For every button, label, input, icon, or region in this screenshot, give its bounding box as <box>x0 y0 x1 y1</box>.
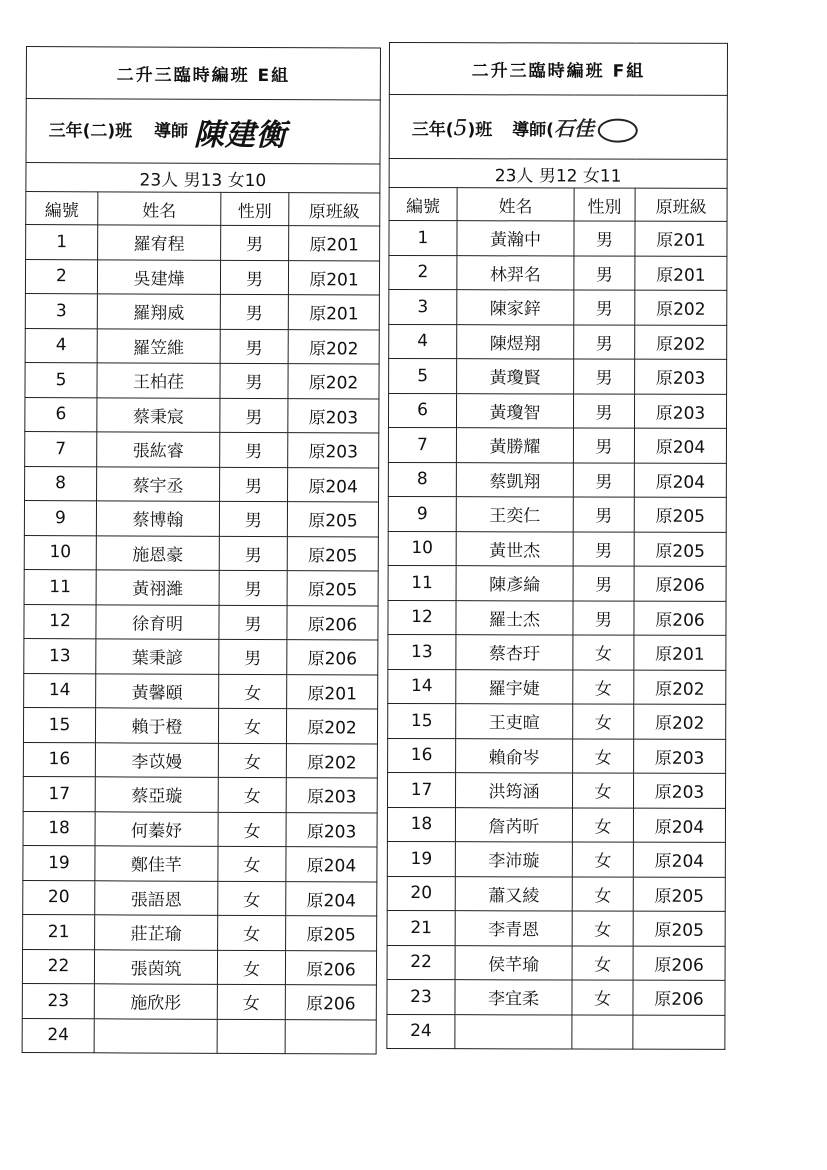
row-number: 24 <box>22 1018 94 1053</box>
table-row <box>24 673 378 709</box>
student-name: 施欣彤 <box>94 984 217 1019</box>
student-gender: 男 <box>573 497 634 532</box>
row-number: 24 <box>387 1014 455 1049</box>
row-number: 20 <box>387 876 455 911</box>
student-gender: 男 <box>221 225 289 260</box>
original-class: 原203 <box>633 773 725 808</box>
table-row <box>23 914 377 950</box>
student-name: 葉秉諺 <box>96 639 219 674</box>
student-gender: 男 <box>220 294 288 329</box>
original-class: 原206 <box>634 566 726 601</box>
row-number: 9 <box>388 496 456 531</box>
student-name: 蔡秉宸 <box>97 397 220 432</box>
table-row <box>387 807 725 842</box>
table-row <box>388 428 726 463</box>
teacher-label: 導師( <box>512 119 554 140</box>
row-number: 17 <box>387 772 455 807</box>
student-name: 羅士杰 <box>456 600 573 635</box>
student-name: 羅笠維 <box>97 328 220 363</box>
original-class: 原206 <box>633 946 725 981</box>
original-class: 原202 <box>635 290 727 325</box>
original-class: 原203 <box>288 398 379 433</box>
header-name: 姓名 <box>98 192 221 226</box>
original-class: 原205 <box>633 911 725 946</box>
row-number: 3 <box>389 290 457 325</box>
student-gender: 男 <box>219 501 287 536</box>
student-gender: 男 <box>219 570 287 605</box>
table-row <box>24 604 378 640</box>
original-class: 原205 <box>633 877 725 912</box>
student-name: 何蓁妤 <box>95 811 218 846</box>
header-original-class: 原班級 <box>635 188 727 221</box>
row-number: 16 <box>388 738 456 773</box>
class-teacher-row <box>389 95 727 160</box>
student-name: 李青恩 <box>455 911 572 946</box>
row-number: 20 <box>23 880 95 915</box>
header-original-class: 原班級 <box>289 193 380 226</box>
original-class: 原202 <box>635 325 727 360</box>
row-number: 17 <box>23 776 95 811</box>
student-name: 羅翔威 <box>97 294 220 329</box>
student-gender: 男 <box>574 359 635 394</box>
student-name: 吳建燁 <box>97 259 220 294</box>
table-row <box>388 634 726 669</box>
student-gender <box>217 1019 285 1054</box>
student-gender: 男 <box>574 255 635 290</box>
student-gender: 女 <box>218 777 286 812</box>
original-class: 原204 <box>288 467 379 502</box>
class-teacher-row <box>26 99 380 165</box>
student-name: 黃馨頤 <box>96 673 219 708</box>
table-row <box>25 328 379 364</box>
student-name: 李宜柔 <box>455 980 572 1015</box>
student-name: 林羿名 <box>457 255 574 290</box>
header-gender: 性別 <box>221 192 289 225</box>
student-gender: 女 <box>218 812 286 847</box>
row-number: 1 <box>26 225 98 260</box>
row-number: 2 <box>25 259 97 294</box>
roster-body-f <box>387 43 728 1050</box>
table-row <box>22 983 376 1019</box>
table-row <box>388 496 726 531</box>
table-row <box>22 1018 376 1054</box>
table-title: 二升三臨時編班 F組 <box>389 43 727 96</box>
original-class: 原201 <box>635 221 727 256</box>
student-name: 陳煜翔 <box>457 324 574 359</box>
original-class: 原205 <box>286 916 377 951</box>
table-row <box>24 535 378 571</box>
student-gender: 女 <box>217 950 285 985</box>
table-row <box>387 979 725 1014</box>
student-gender: 女 <box>217 984 285 1019</box>
row-number: 1 <box>389 221 457 256</box>
student-name: 詹芮昕 <box>455 807 572 842</box>
student-name: 黃勝耀 <box>456 428 573 463</box>
original-class: 原203 <box>286 812 377 847</box>
table-row <box>389 290 727 325</box>
header-row <box>26 192 380 227</box>
student-gender: 男 <box>219 639 287 674</box>
row-number: 4 <box>389 324 457 359</box>
row-number: 14 <box>388 669 456 704</box>
student-gender: 女 <box>218 881 286 916</box>
header-name: 姓名 <box>457 188 574 221</box>
original-class: 原205 <box>287 502 378 537</box>
student-name <box>94 1018 217 1053</box>
student-name: 施恩豪 <box>96 535 219 570</box>
student-name: 張茵筑 <box>94 949 217 984</box>
class-label-suffix: )班 <box>467 119 493 140</box>
student-gender: 女 <box>572 980 633 1015</box>
row-number: 16 <box>23 742 95 777</box>
student-gender: 男 <box>573 566 634 601</box>
row-number: 15 <box>23 707 95 742</box>
row-number: 12 <box>388 600 456 635</box>
class-label: 三年(二)班 <box>48 120 133 141</box>
original-class: 原205 <box>287 536 378 571</box>
row-number: 18 <box>387 807 455 842</box>
row-number: 11 <box>24 569 96 604</box>
student-gender: 女 <box>572 773 633 808</box>
student-gender: 男 <box>220 260 288 295</box>
original-class: 原204 <box>634 463 726 498</box>
original-class: 原205 <box>634 532 726 567</box>
original-class: 原206 <box>285 985 376 1020</box>
original-class: 原203 <box>635 359 727 394</box>
row-number: 3 <box>25 293 97 328</box>
table-row <box>23 845 377 881</box>
table-row <box>24 569 378 605</box>
student-name: 洪筠涵 <box>455 773 572 808</box>
student-name: 陳彥綸 <box>456 566 573 601</box>
roster-body-e <box>22 47 380 1055</box>
student-gender: 男 <box>220 467 288 502</box>
student-gender: 男 <box>573 428 634 463</box>
row-number: 8 <box>388 462 456 497</box>
original-class: 原201 <box>635 256 727 291</box>
student-name: 蔡博翰 <box>96 501 219 536</box>
row-number: 5 <box>389 359 457 394</box>
table-row <box>25 431 379 467</box>
roster-table-f <box>386 42 728 1050</box>
student-gender: 男 <box>574 221 635 256</box>
student-name: 張語恩 <box>95 880 218 915</box>
table-row <box>23 707 377 743</box>
table-row <box>25 259 379 295</box>
student-gender: 男 <box>573 600 634 635</box>
row-number: 19 <box>387 841 455 876</box>
row-number: 9 <box>24 500 96 535</box>
original-class: 原204 <box>286 881 377 916</box>
student-gender: 女 <box>573 635 634 670</box>
row-number: 6 <box>388 393 456 428</box>
original-class: 原202 <box>288 329 379 364</box>
table-row <box>388 738 726 773</box>
student-name: 王柏荏 <box>97 363 220 398</box>
original-class: 原203 <box>288 433 379 468</box>
table-row <box>389 255 727 290</box>
student-gender: 男 <box>574 324 635 359</box>
original-class: 原201 <box>287 674 378 709</box>
row-number: 14 <box>24 673 96 708</box>
table-row <box>387 876 725 911</box>
original-class: 原201 <box>289 226 380 261</box>
student-name: 李沛璇 <box>455 842 572 877</box>
table-row <box>22 949 376 985</box>
row-number: 6 <box>25 397 97 432</box>
table-row <box>387 910 725 945</box>
original-class: 原204 <box>633 808 725 843</box>
table-row <box>389 324 727 359</box>
teacher-signature: 陳建衡 <box>193 117 288 153</box>
student-gender: 女 <box>572 842 633 877</box>
student-gender: 男 <box>220 398 288 433</box>
student-name: 蔡凱翔 <box>456 462 573 497</box>
row-number: 11 <box>388 565 456 600</box>
student-name: 羅宇婕 <box>456 669 573 704</box>
original-class: 原205 <box>287 571 378 606</box>
student-gender: 男 <box>574 290 635 325</box>
original-class: 原206 <box>633 980 725 1015</box>
student-gender: 女 <box>572 876 633 911</box>
row-number: 7 <box>25 431 97 466</box>
row-number: 8 <box>25 466 97 501</box>
student-name: 張紘睿 <box>97 432 220 467</box>
header-row <box>389 188 727 222</box>
student-gender: 男 <box>219 605 287 640</box>
student-gender: 女 <box>219 674 287 709</box>
original-class: 原205 <box>634 497 726 532</box>
seal-circle-mark <box>598 118 638 142</box>
student-name: 賴俞岑 <box>456 738 573 773</box>
row-number: 21 <box>23 914 95 949</box>
table-row <box>23 742 377 778</box>
student-name <box>455 1014 572 1049</box>
row-number: 13 <box>388 634 456 669</box>
row-number: 10 <box>388 531 456 566</box>
original-class: 原202 <box>288 364 379 399</box>
student-gender: 男 <box>220 432 288 467</box>
original-class: 原203 <box>634 394 726 429</box>
original-class: 原202 <box>634 704 726 739</box>
row-number: 5 <box>25 362 97 397</box>
table-row <box>23 811 377 847</box>
teacher-label: 導師 <box>153 121 189 142</box>
student-count: 23人 男12 女11 <box>389 159 727 189</box>
student-name: 黃瓊智 <box>456 393 573 428</box>
table-row <box>23 880 377 916</box>
class-number-handwritten: 5 <box>453 115 468 141</box>
original-class: 原204 <box>286 847 377 882</box>
row-number: 23 <box>387 979 455 1014</box>
table-row <box>388 565 726 600</box>
row-number: 22 <box>387 945 455 980</box>
student-gender: 女 <box>218 915 286 950</box>
student-name: 鄭佳芊 <box>95 846 218 881</box>
roster-table-e <box>22 46 381 1055</box>
original-class: 原206 <box>634 601 726 636</box>
original-class: 原206 <box>285 950 376 985</box>
original-class: 原201 <box>288 295 379 330</box>
original-class: 原204 <box>633 842 725 877</box>
original-class: 原204 <box>634 428 726 463</box>
table-row <box>387 1014 725 1049</box>
table-row <box>25 466 379 502</box>
table-row <box>387 772 725 807</box>
student-name: 蔡杏玗 <box>456 635 573 670</box>
student-gender: 女 <box>218 708 286 743</box>
student-name: 徐育明 <box>96 604 219 639</box>
row-number: 4 <box>25 328 97 363</box>
row-number: 19 <box>23 845 95 880</box>
table-row <box>25 397 379 433</box>
student-gender: 女 <box>573 738 634 773</box>
row-number: 13 <box>24 638 96 673</box>
table-row <box>388 531 726 566</box>
class-label-prefix: 三年( <box>411 119 454 140</box>
original-class: 原202 <box>634 670 726 705</box>
header-number: 編號 <box>389 188 457 221</box>
original-class: 原203 <box>286 778 377 813</box>
original-class: 原206 <box>287 605 378 640</box>
student-gender <box>572 1014 633 1049</box>
student-name: 羅宥程 <box>98 225 221 260</box>
student-name: 賴于橙 <box>95 708 218 743</box>
student-name: 莊芷瑜 <box>95 915 218 950</box>
table-row <box>388 462 726 497</box>
row-number: 18 <box>23 811 95 846</box>
table-row <box>389 221 727 256</box>
table-row <box>387 945 725 980</box>
student-gender: 女 <box>218 743 286 778</box>
row-number: 10 <box>24 535 96 570</box>
student-name: 黃世杰 <box>456 531 573 566</box>
student-gender: 女 <box>218 846 286 881</box>
original-class: 原201 <box>634 635 726 670</box>
student-name: 李苡嫚 <box>95 742 218 777</box>
student-gender: 男 <box>573 462 634 497</box>
table-row <box>389 359 727 394</box>
table-row <box>24 638 378 674</box>
student-gender: 女 <box>572 911 633 946</box>
student-gender: 男 <box>220 363 288 398</box>
student-name: 蔡宇丞 <box>97 466 220 501</box>
row-number: 15 <box>388 703 456 738</box>
table-row <box>388 703 726 738</box>
student-gender: 女 <box>573 704 634 739</box>
row-number: 21 <box>387 910 455 945</box>
original-class <box>633 1015 725 1050</box>
header-number: 編號 <box>26 192 98 225</box>
student-name: 王吏暄 <box>456 704 573 739</box>
teacher-signature: 石佳 <box>553 115 594 141</box>
table-row <box>25 362 379 398</box>
original-class: 原202 <box>286 743 377 778</box>
original-class: 原206 <box>287 640 378 675</box>
row-number: 2 <box>389 255 457 290</box>
original-class: 原203 <box>634 739 726 774</box>
student-gender: 男 <box>573 531 634 566</box>
row-number: 22 <box>22 949 94 984</box>
original-class: 原202 <box>286 709 377 744</box>
student-name: 黃祤濰 <box>96 570 219 605</box>
student-name: 蔡亞璇 <box>95 777 218 812</box>
row-number: 12 <box>24 604 96 639</box>
student-gender: 女 <box>572 945 633 980</box>
original-class <box>285 1019 376 1054</box>
table-row <box>23 776 377 812</box>
student-name: 王奕仁 <box>456 497 573 532</box>
student-gender: 男 <box>220 329 288 364</box>
student-gender: 男 <box>219 536 287 571</box>
original-class: 原201 <box>288 260 379 295</box>
student-name: 黃瀚中 <box>457 221 574 256</box>
table-row <box>387 841 725 876</box>
student-gender: 女 <box>573 669 634 704</box>
student-name: 陳家鋅 <box>457 290 574 325</box>
table-row <box>388 393 726 428</box>
student-name: 蕭又綾 <box>455 876 572 911</box>
table-row <box>388 600 726 635</box>
row-number: 7 <box>388 428 456 463</box>
header-gender: 性別 <box>574 188 635 221</box>
student-gender: 男 <box>573 393 634 428</box>
student-count: 23人 男13 女10 <box>26 163 380 194</box>
table-row <box>24 500 378 536</box>
row-number: 23 <box>22 983 94 1018</box>
student-gender: 女 <box>572 807 633 842</box>
student-name: 黃瓊賢 <box>457 359 574 394</box>
table-row <box>25 293 379 329</box>
table-row <box>388 669 726 704</box>
table-title: 二升三臨時編班 E組 <box>26 47 380 101</box>
table-row <box>26 225 380 261</box>
student-name: 侯芊瑜 <box>455 945 572 980</box>
